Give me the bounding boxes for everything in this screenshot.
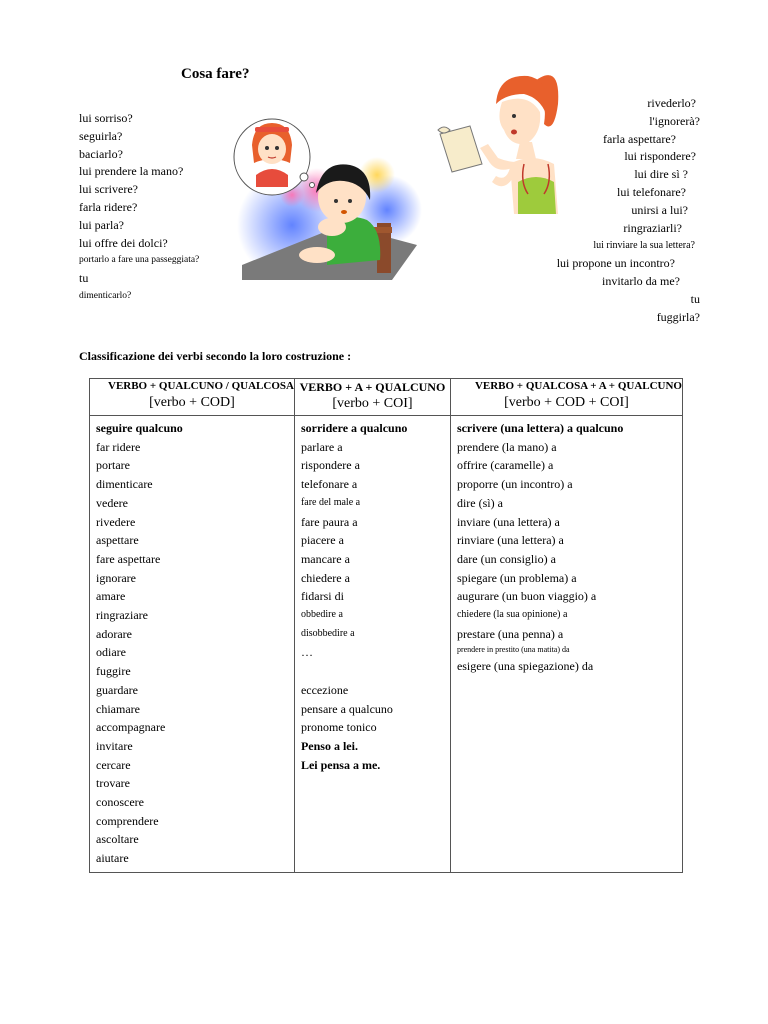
column-header-top: VERBO + A + QUALCUNO: [299, 380, 446, 394]
column-coi-cell: [294, 416, 450, 873]
list-item: rivedere: [96, 514, 136, 529]
column-header-bottom: [verbo + COD + COI]: [504, 395, 629, 410]
verb-classification-table: [89, 378, 683, 873]
list-item: dare (un consiglio) a: [456, 551, 556, 566]
list-item: invitare: [96, 738, 133, 753]
left-question: dimenticarlo?: [79, 290, 132, 301]
right-question: fuggirla?: [656, 309, 700, 324]
right-question: l'ignorerà?: [649, 113, 700, 128]
list-item: chiamare: [96, 701, 140, 716]
list-item: fare paura a: [300, 514, 358, 529]
list-item: cercare: [96, 757, 131, 772]
list-item: seguire qualcuno: [96, 421, 183, 435]
list-item: Penso a lei.: [300, 738, 358, 753]
list-item: chiedere a: [300, 570, 350, 585]
column-header-bottom: [verbo + COI]: [332, 396, 413, 411]
left-question: lui parla?: [79, 217, 124, 232]
list-item: parlare a: [300, 439, 343, 454]
left-question: lui prendere la mano?: [79, 164, 184, 179]
right-question: rivederlo?: [647, 96, 696, 110]
right-question: unirsi a lui?: [631, 202, 688, 217]
list-item: odiare: [96, 645, 126, 660]
list-item: rispondere a: [300, 458, 360, 473]
list-item: comprendere: [96, 813, 159, 828]
list-item: piacere a: [300, 533, 344, 548]
right-question: lui rispondere?: [624, 149, 696, 164]
list-item: telefonare a: [300, 477, 358, 492]
girl-reading-letter-illustration: [436, 64, 576, 219]
right-question: ringraziarli?: [623, 220, 682, 235]
column-header-bottom: [verbo + COD]: [149, 395, 235, 410]
list-item: sorridere a qualcuno: [300, 421, 408, 435]
column-cod-cell: [90, 416, 295, 873]
left-question: seguirla?: [79, 128, 123, 143]
list-item: fare del male a: [300, 496, 361, 508]
list-item: accompagnare: [96, 720, 166, 735]
right-question: lui propone un incontro?: [556, 256, 675, 271]
list-item: conoscere: [96, 795, 144, 810]
right-question: lui dire sì ?: [634, 167, 688, 182]
list-item: eccezione: [300, 682, 349, 697]
list-item: prendere in prestito (una matita) da: [456, 645, 570, 655]
list-item: dire (sì) a: [456, 495, 503, 510]
list-item: offrire (caramelle) a: [456, 458, 554, 473]
list-item: adorare: [96, 626, 132, 641]
left-question: farla ridere?: [79, 199, 138, 214]
column-header-cod-coi: [450, 379, 682, 416]
column-header-cod: [90, 379, 295, 416]
list-item: esigere (una spiegazione) da: [456, 659, 594, 674]
list-item: fuggire: [96, 664, 131, 679]
list-item: spiegare (un problema) a: [456, 570, 577, 585]
list-item: ringraziare: [96, 608, 148, 623]
right-question: lui telefonare?: [617, 184, 686, 199]
left-question: lui offre dei dolci?: [79, 235, 168, 250]
list-item: prestare (una penna) a: [456, 626, 564, 641]
list-item: chiedere (la sua opinione) a: [456, 609, 568, 621]
list-item: inviare (una lettera) a: [456, 514, 560, 529]
list-item: portare: [96, 458, 130, 473]
list-item: aiutare: [96, 851, 129, 866]
list-item: obbedire a: [300, 609, 343, 621]
list-item: pensare a qualcuno: [300, 701, 393, 716]
list-item-blank: [301, 662, 444, 681]
list-item: aspettare: [96, 533, 139, 548]
list-item: proporre (un incontro) a: [456, 477, 573, 492]
column-header-coi: [294, 379, 450, 416]
left-question: lui sorriso?: [79, 111, 133, 125]
right-question: lui rinviare la sua lettera?: [593, 240, 695, 252]
list-item: …: [300, 645, 313, 660]
list-item: fare aspettare: [96, 551, 161, 566]
left-question-list: [79, 110, 239, 306]
left-question: baciarlo?: [79, 146, 123, 161]
right-question: invitarlo da me?: [602, 273, 680, 288]
list-item: prendere (la mano) a: [456, 439, 557, 454]
right-question: tu: [690, 291, 700, 306]
list-item: ascoltare: [96, 832, 139, 847]
left-question: tu: [79, 271, 89, 286]
list-item: fidarsi di: [300, 589, 344, 604]
column-header-top: VERBO + QUALCUNO / QUALCOSA: [108, 380, 294, 392]
list-item: Lei pensa a me.: [300, 757, 381, 772]
list-item: dimenticare: [96, 477, 153, 492]
section-subtitle: Classificazione dei verbi secondo la loro costruzione :: [79, 349, 352, 363]
right-question: farla aspettare?: [603, 131, 676, 146]
list-item: disobbedire a: [300, 627, 355, 639]
left-question: portarlo a fare una passeggiata?: [79, 255, 200, 266]
list-item: amare: [96, 589, 126, 604]
list-item: mancare a: [300, 551, 350, 566]
list-item: rinviare (una lettera) a: [456, 533, 564, 548]
table-row: [90, 416, 683, 873]
column-cod-coi-cell: [450, 416, 682, 873]
list-item: scrivere (una lettera) a qualcuno: [456, 421, 624, 435]
list-item: augurare (un buon viaggio) a: [456, 589, 597, 604]
list-item: pronome tonico: [300, 720, 377, 735]
page-title: Cosa fare?: [181, 66, 250, 82]
list-item: far ridere: [96, 439, 141, 454]
thinking-boy-illustration: [232, 115, 422, 280]
left-question: lui scrivere?: [79, 182, 138, 197]
list-item: guardare: [96, 682, 138, 697]
list-item: vedere: [96, 495, 128, 510]
list-item: ignorare: [96, 570, 136, 585]
table-header-row: [90, 379, 683, 416]
list-item: trovare: [96, 776, 130, 791]
column-header-top: VERBO + QUALCOSA + A + QUALCUNO: [474, 380, 682, 392]
